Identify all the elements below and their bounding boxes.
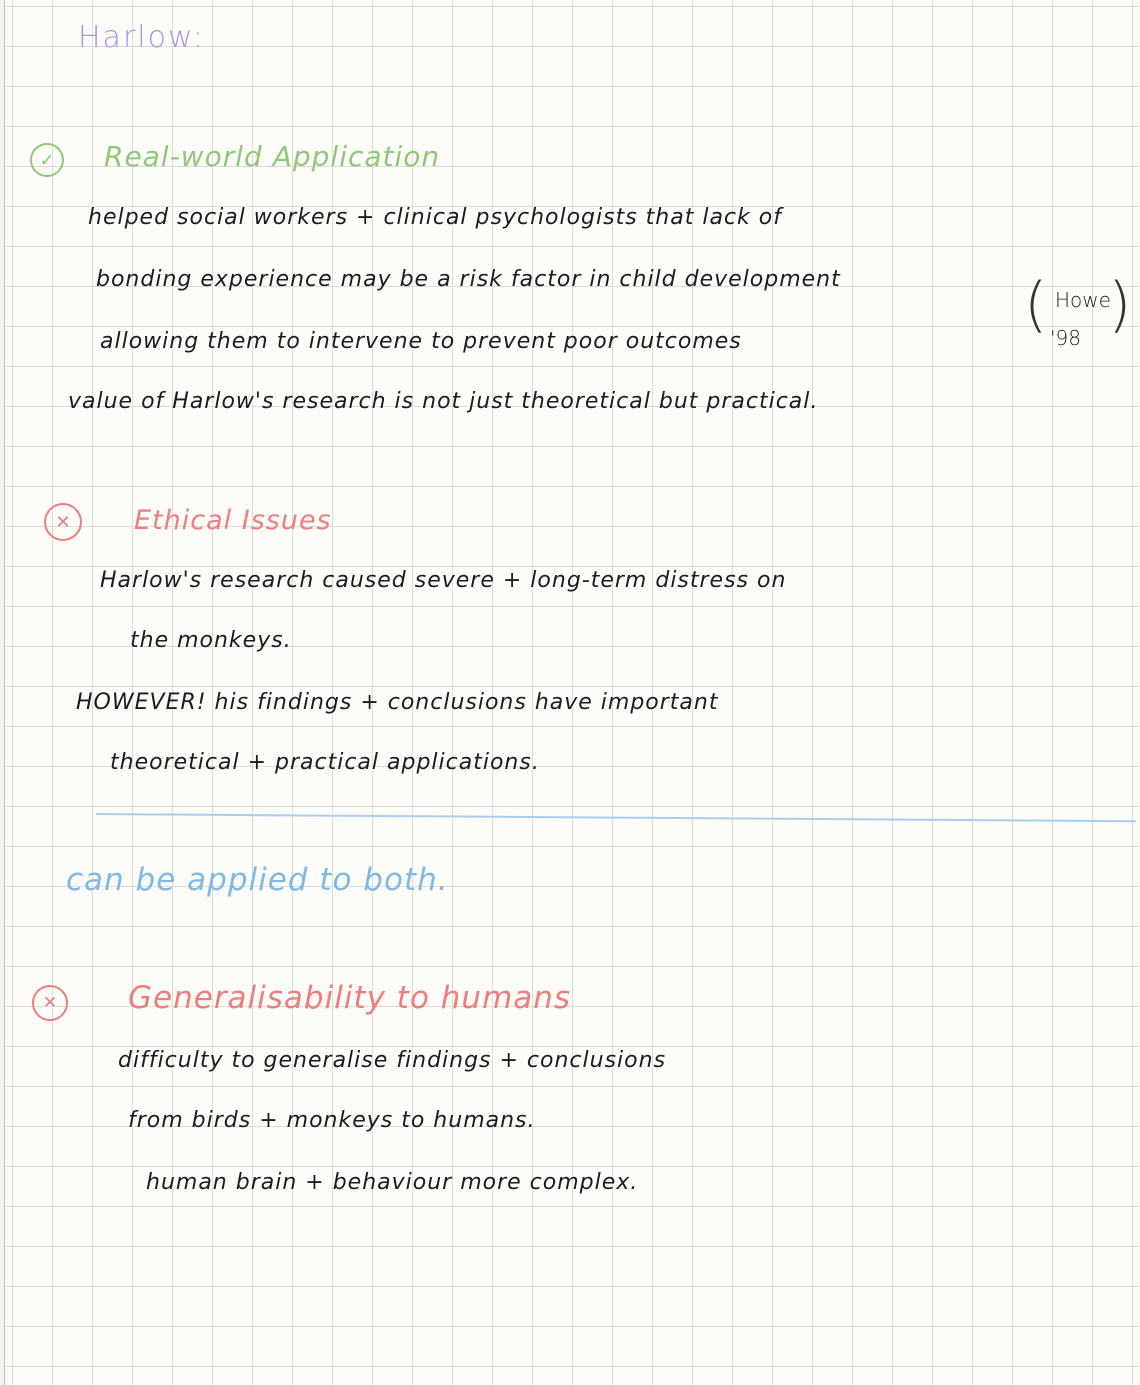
section-divider [96, 813, 1136, 822]
real-world-line-4: value of Harlow's research is not just theoretical but practical. [68, 389, 819, 414]
cross-icon: ✕ [32, 985, 68, 1021]
generalisability-line-3: human brain + behaviour more complex. [146, 1170, 639, 1195]
real-world-line-3: allowing them to intervene to prevent poor outcomes [100, 329, 742, 354]
ethical-line-4: theoretical + practical applications. [110, 750, 540, 775]
ethical-line-2: the monkeys. [130, 628, 292, 653]
ethical-line-1: Harlow's research caused severe + long-term distress on [100, 568, 787, 593]
real-world-line-2: bonding experience may be a risk factor in child development [96, 267, 841, 292]
reference-close-paren: ) [1108, 270, 1132, 340]
reference-year: '98 [1050, 326, 1081, 350]
real-world-line-1: helped social workers + clinical psychologists that lack of [88, 205, 782, 230]
generalisability-line-2: from birds + monkeys to humans. [128, 1108, 536, 1133]
ethical-line-3: HOWEVER! his findings + conclusions have important [76, 690, 719, 715]
page-title: Harlow: [78, 20, 205, 55]
page-left-edge [0, 0, 5, 1385]
section-heading-ethical: Ethical Issues [134, 505, 332, 536]
reference-open-paren: ( [1024, 270, 1048, 340]
cross-icon: ✕ [44, 503, 82, 541]
generalisability-line-1: difficulty to generalise findings + conclusions [118, 1048, 667, 1073]
section-heading-generalisability: Generalisability to humans [128, 980, 572, 1016]
applied-note: can be applied to both. [66, 862, 449, 898]
section-heading-real-world: Real-world Application [104, 140, 441, 173]
reference-author: Howe [1055, 288, 1111, 312]
check-icon: ✓ [30, 143, 64, 177]
